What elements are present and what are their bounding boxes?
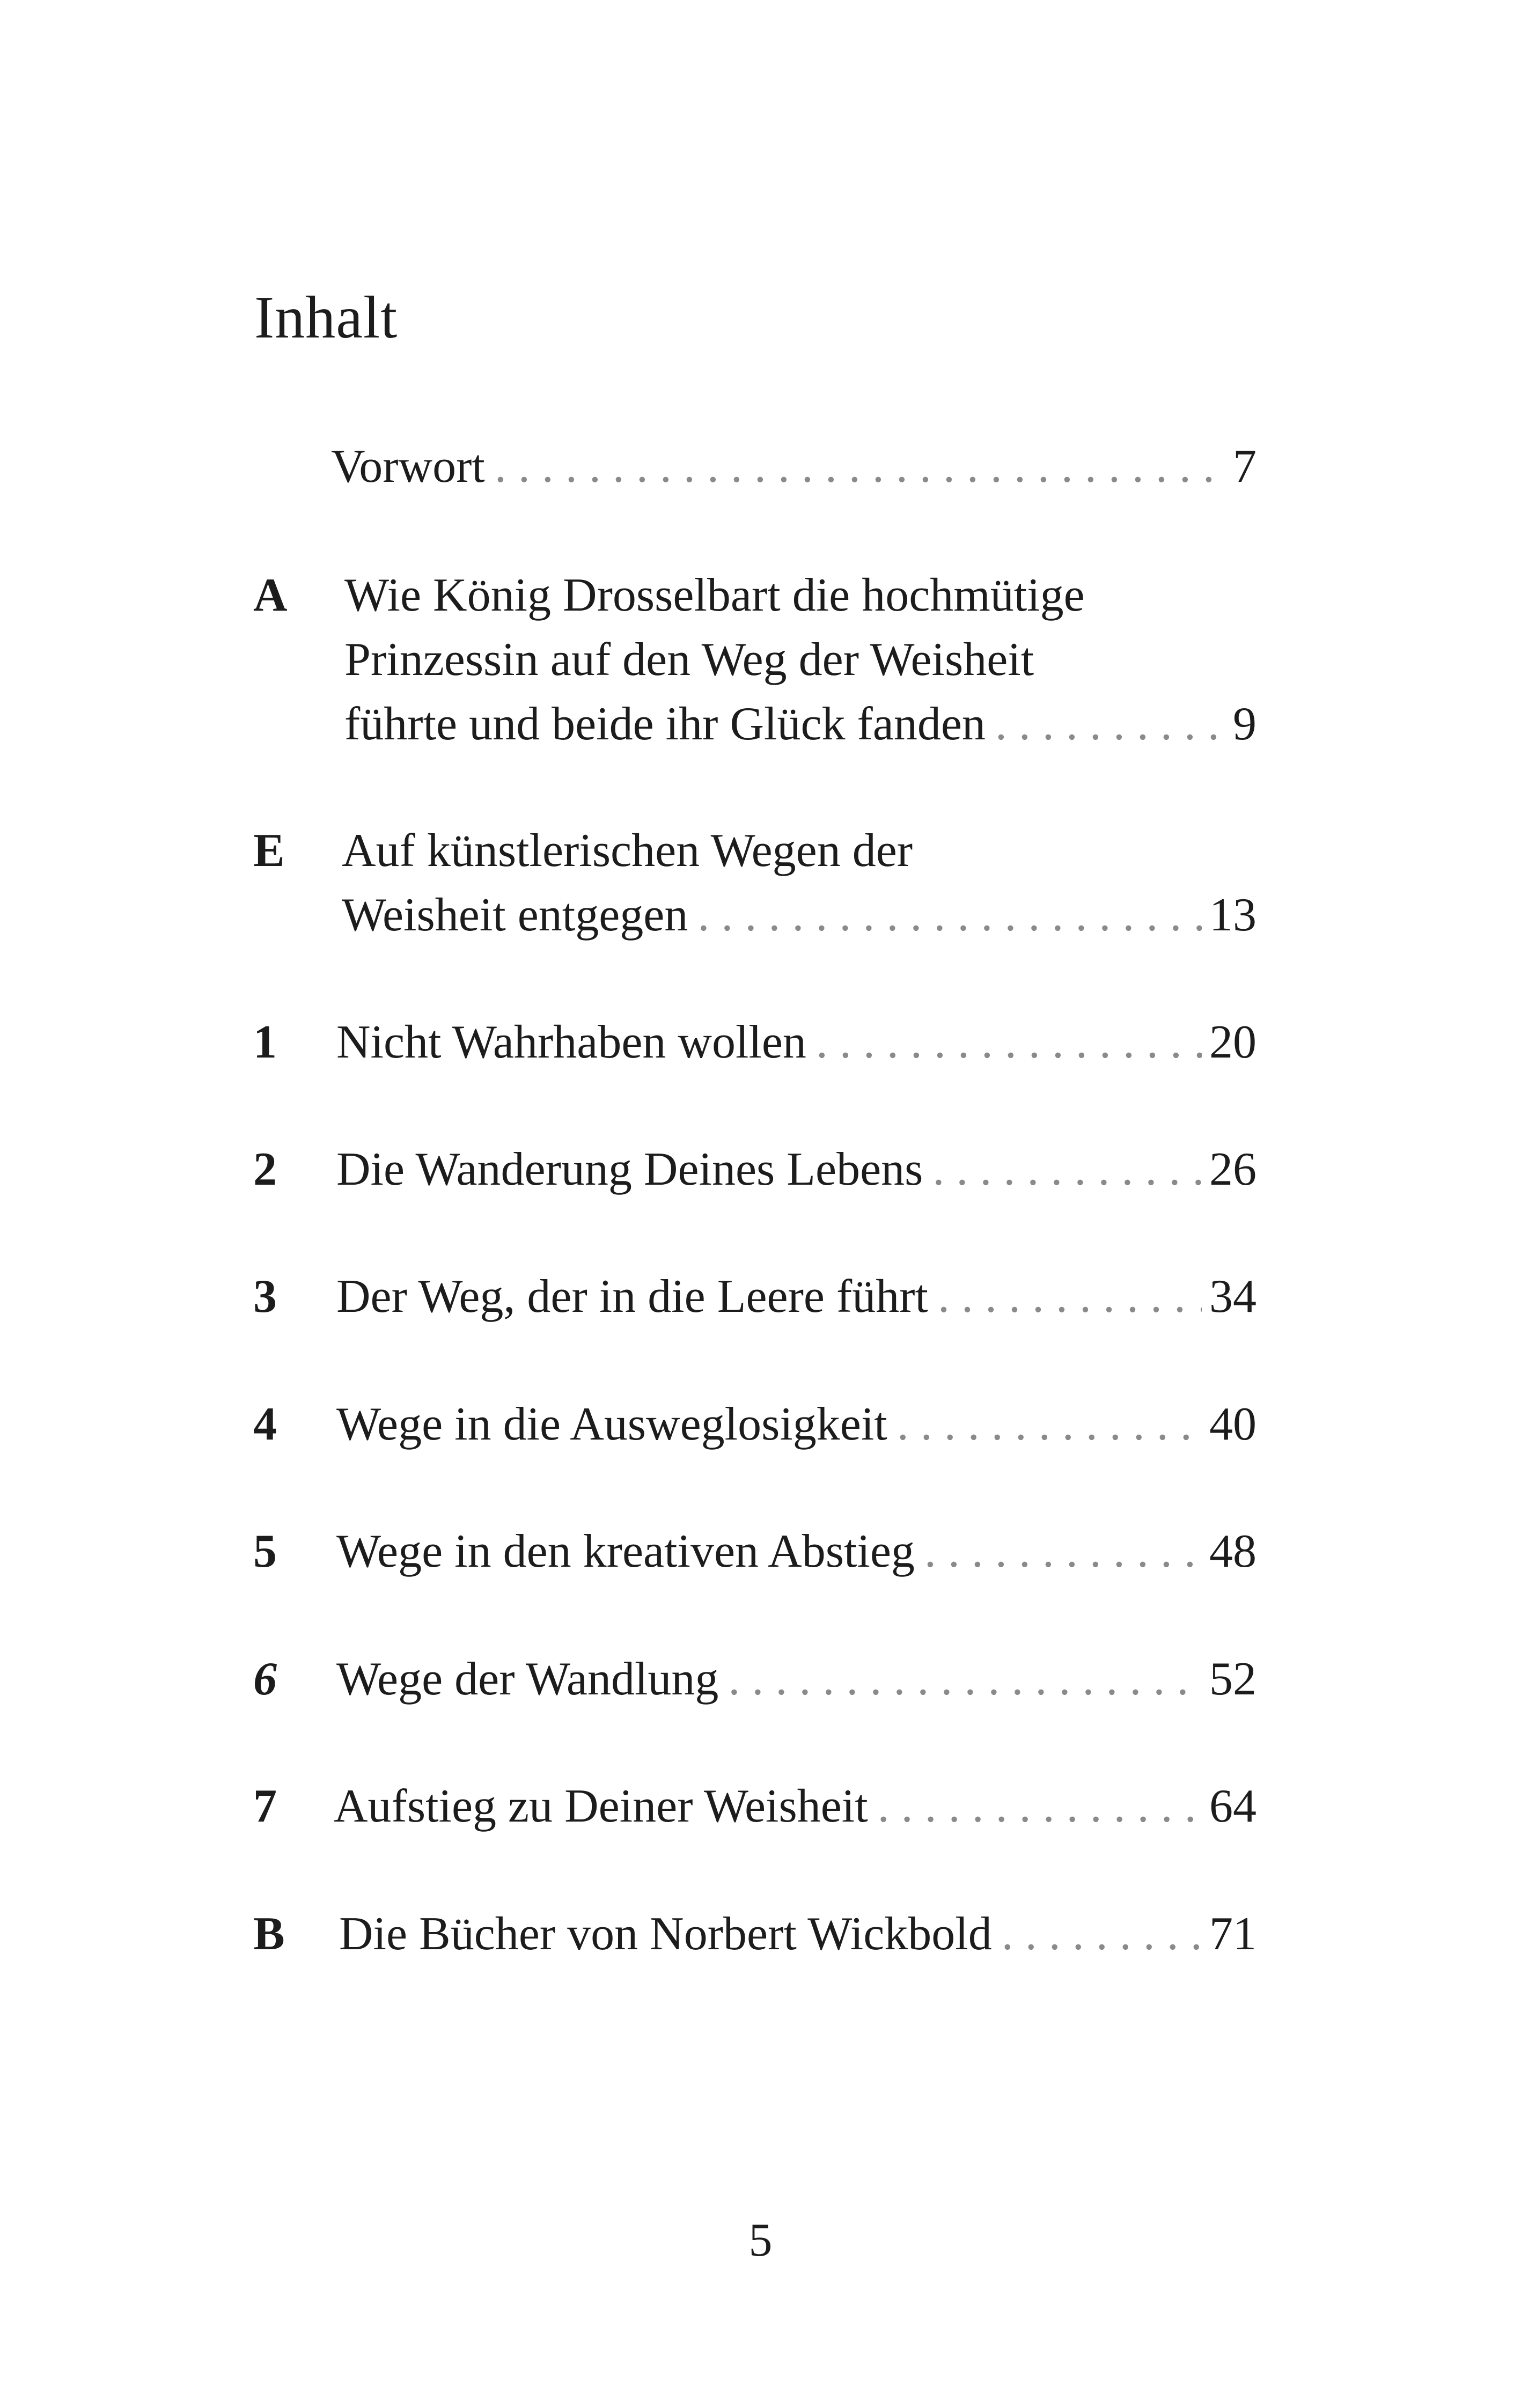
toc-page-number: 64 — [1209, 1780, 1257, 1832]
toc-entry-3 — [253, 1265, 1257, 1329]
toc-entry-title — [342, 819, 1257, 948]
toc-entry-e — [253, 819, 1257, 948]
toc-entry-6 — [253, 1647, 1257, 1712]
toc-entry-b — [253, 1902, 1257, 1966]
toc-entry-title-line: Weisheit entgegen — [342, 889, 688, 941]
toc-entry-title-line: Wege in den kreativen Abstieg — [336, 1525, 915, 1577]
toc-entry-title-line: Die Wanderung Deines Lebens — [336, 1143, 923, 1195]
toc-entry-title — [336, 1647, 1257, 1712]
dot-leader — [495, 435, 1225, 499]
dot-leader — [897, 1392, 1202, 1457]
toc-marker: A — [253, 569, 288, 621]
dot-leader — [728, 1647, 1202, 1712]
toc-entry-title — [339, 1902, 1257, 1966]
toc-entry-title — [336, 1519, 1257, 1584]
toc-entry-a — [253, 563, 1257, 757]
toc-page-number: 20 — [1209, 1016, 1257, 1068]
page-number: 5 — [748, 2214, 773, 2266]
toc-entry-title-line: Wege in die Ausweglosigkeit — [336, 1398, 887, 1450]
toc-marker: 7 — [253, 1780, 277, 1832]
toc-entry-title-line: Wie König Drosselbart die hochmütige — [344, 569, 1085, 621]
toc-entry-title — [336, 1265, 1257, 1329]
toc-entry-title-line: Wege der Wandlung — [336, 1653, 719, 1705]
toc-entry-title-line: Aufstieg zu Deiner Weisheit — [334, 1780, 868, 1832]
toc-entry-5 — [253, 1519, 1257, 1584]
toc-entry-title — [344, 563, 1257, 757]
dot-leader — [697, 883, 1202, 948]
toc-page-number: 71 — [1209, 1908, 1257, 1960]
toc-marker: 5 — [253, 1525, 277, 1577]
toc-entry-2 — [253, 1137, 1257, 1202]
dot-leader — [938, 1265, 1202, 1329]
toc-marker: 2 — [253, 1143, 277, 1195]
toc-entry-7 — [253, 1774, 1257, 1839]
toc-heading: Inhalt — [254, 284, 398, 351]
toc-page-number: 7 — [1233, 441, 1257, 493]
dot-leader — [816, 1010, 1202, 1075]
dot-leader — [924, 1519, 1202, 1584]
toc-entry-title-line: Nicht Wahrhaben wollen — [336, 1016, 806, 1068]
toc-entry-title-line: Vorwort — [331, 441, 485, 493]
toc-page-number: 52 — [1209, 1653, 1257, 1705]
toc-entry-title — [336, 1010, 1257, 1075]
dot-leader — [878, 1774, 1202, 1839]
toc-entry-title — [331, 435, 1257, 499]
toc-page-number: 9 — [1233, 698, 1257, 750]
toc-entry-title-line: Auf künstlerischen Wegen der — [342, 825, 913, 877]
toc-marker: 3 — [253, 1271, 277, 1323]
toc-entry-vorwort — [253, 435, 1257, 499]
dot-leader — [1002, 1902, 1202, 1966]
toc-marker: 6 — [253, 1653, 277, 1705]
dot-leader — [932, 1137, 1202, 1202]
toc-entry-title — [336, 1137, 1257, 1202]
toc-entry-title — [334, 1774, 1257, 1839]
toc-marker: B — [253, 1908, 285, 1960]
toc-page-number: 48 — [1209, 1525, 1257, 1577]
toc-page-number: 26 — [1209, 1143, 1257, 1195]
toc-entry-title-line: Der Weg, der in die Leere führt — [336, 1271, 929, 1323]
toc-entry-title-line: Die Bücher von Norbert Wickbold — [339, 1908, 992, 1960]
toc-page-number: 34 — [1209, 1271, 1257, 1323]
toc-entry-title-line: Prinzessin auf den Weg der Weisheit — [344, 634, 1034, 686]
toc-marker: E — [253, 825, 285, 877]
dot-leader — [995, 692, 1225, 757]
toc-page-number: 13 — [1209, 889, 1257, 941]
toc-entry-1 — [253, 1010, 1257, 1075]
toc-entry-4 — [253, 1392, 1257, 1457]
toc-marker: 1 — [253, 1016, 277, 1068]
toc-marker: 4 — [253, 1398, 277, 1450]
toc-entry-title — [336, 1392, 1257, 1457]
toc-entry-title-line: führte und beide ihr Glück fanden — [344, 698, 986, 750]
toc-page-number: 40 — [1209, 1398, 1257, 1450]
